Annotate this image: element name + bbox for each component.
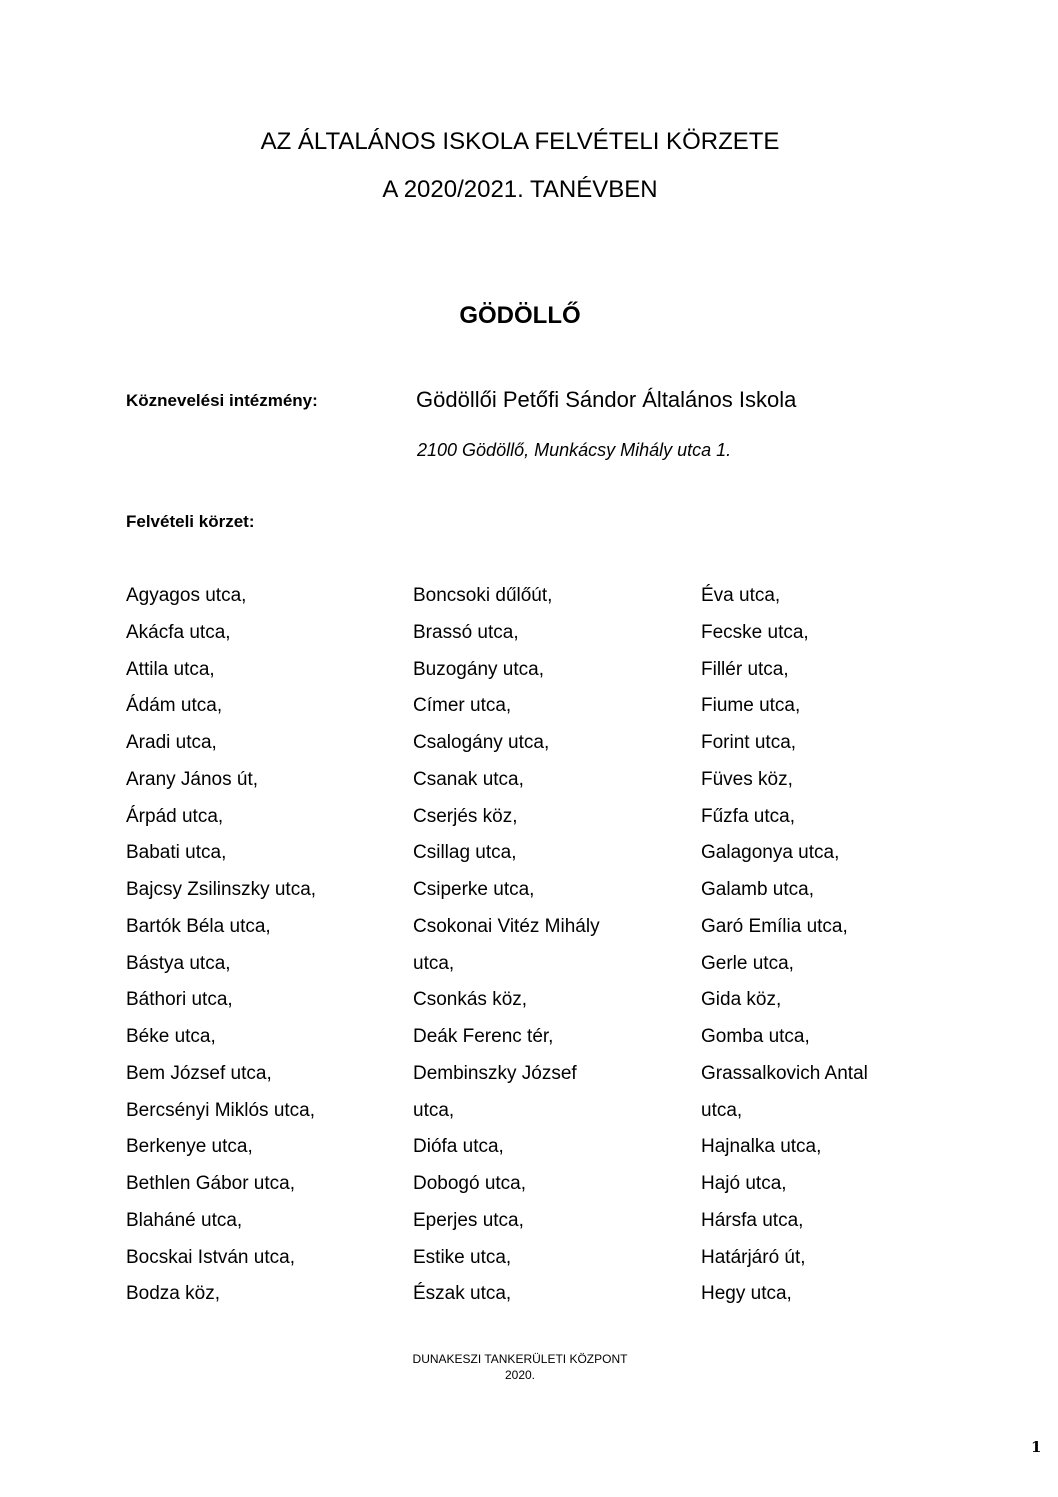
street-column-1: [126, 578, 316, 1313]
street-item: Bem József utca,: [126, 1062, 272, 1084]
street-item: Csiperke utca,: [413, 879, 535, 900]
street-column-2: [413, 578, 600, 1313]
street-item: Gida köz,: [701, 989, 782, 1011]
street-item: Hársfa utca,: [701, 1209, 804, 1231]
street-item: Dobogó utca,: [413, 1173, 527, 1194]
street-item: Ádám utca,: [126, 695, 223, 717]
street-item: Attila utca,: [126, 658, 215, 680]
street-item: Galagonya utca,: [701, 842, 840, 864]
street-item: Cserjés köz,: [413, 805, 518, 827]
street-item: utca,: [701, 1099, 743, 1121]
street-item: Grassalkovich Antal: [701, 1062, 868, 1084]
street-item: Arany János út,: [126, 768, 259, 790]
street-item: Határjáró út,: [701, 1246, 806, 1268]
street-item: Fillér utca,: [701, 658, 789, 680]
street-item: Béke utca,: [126, 1026, 216, 1047]
city-heading: GÖDÖLLŐ: [459, 302, 581, 329]
street-item: Bercsényi Miklós utca,: [126, 1099, 316, 1121]
street-item: Csonkás köz,: [413, 989, 528, 1011]
street-item: Bodza köz,: [126, 1283, 220, 1305]
street-item: Csillag utca,: [413, 842, 517, 864]
street-item: Diófa utca,: [413, 1136, 504, 1158]
street-item: Csanak utca,: [413, 768, 524, 790]
street-item: Fiume utca,: [701, 695, 801, 717]
street-item: Gerle utca,: [701, 952, 794, 974]
title-line-1: AZ ÁLTALÁNOS ISKOLA FELVÉTELI KÖRZETE: [260, 128, 780, 155]
district-label: Felvételi körzet:: [126, 512, 255, 531]
street-item: Füves köz,: [701, 768, 793, 790]
street-item: Éva utca,: [701, 585, 781, 606]
institution-label: Köznevelési intézmény:: [126, 391, 318, 410]
street-item: Csokonai Vitéz Mihály: [413, 915, 600, 937]
street-item: Árpád utca,: [126, 805, 224, 827]
street-item: Brassó utca,: [413, 621, 519, 643]
footer-organization: DUNAKESZI TANKERÜLETI KÖZPONT: [412, 1352, 628, 1366]
street-item: Fecske utca,: [701, 621, 809, 643]
street-item: Buzogány utca,: [413, 658, 544, 680]
street-item: Eperjes utca,: [413, 1209, 524, 1231]
street-item: Garó Emília utca,: [701, 915, 848, 937]
street-item: utca,: [413, 1099, 455, 1121]
street-item: Gomba utca,: [701, 1026, 810, 1047]
street-item: Fűzfa utca,: [701, 805, 795, 827]
street-item: Észak utca,: [413, 1283, 512, 1305]
street-item: Akácfa utca,: [126, 621, 231, 643]
street-item: Hegy utca,: [701, 1283, 792, 1305]
street-item: Babati utca,: [126, 842, 227, 864]
institution-address: 2100 Gödöllő, Munkácsy Mihály utca 1.: [417, 440, 732, 460]
page-number: 1: [1031, 1438, 1042, 1456]
street-item: Agyagos utca,: [126, 585, 247, 606]
street-item: Bocskai István utca,: [126, 1246, 295, 1268]
footer-year: 2020.: [504, 1368, 536, 1382]
street-item: Aradi utca,: [126, 732, 217, 753]
street-item: Csalogány utca,: [413, 732, 550, 753]
street-item: Berkenye utca,: [126, 1136, 253, 1158]
street-item: Címer utca,: [413, 695, 512, 717]
street-item: Galamb utca,: [701, 879, 814, 900]
street-item: Hajnalka utca,: [701, 1136, 822, 1158]
street-item: Bástya utca,: [126, 952, 231, 974]
street-item: Bethlen Gábor utca,: [126, 1173, 295, 1194]
title-line-2: A 2020/2021. TANÉVBEN: [382, 176, 658, 203]
street-column-3: [701, 578, 868, 1313]
street-item: Deák Ferenc tér,: [413, 1026, 554, 1047]
street-item: Blaháné utca,: [126, 1209, 243, 1231]
street-item: utca,: [413, 952, 455, 974]
street-item: Forint utca,: [701, 732, 797, 753]
institution-name: Gödöllői Petőfi Sándor Általános Iskola: [416, 387, 797, 412]
street-item: Estike utca,: [413, 1246, 512, 1268]
street-item: Dembinszky József: [413, 1062, 577, 1084]
street-item: Bartók Béla utca,: [126, 915, 271, 937]
street-item: Boncsoki dűlőút,: [413, 585, 553, 606]
street-item: Hajó utca,: [701, 1173, 787, 1194]
street-item: Bajcsy Zsilinszky utca,: [126, 879, 317, 900]
street-item: Báthori utca,: [126, 989, 233, 1011]
